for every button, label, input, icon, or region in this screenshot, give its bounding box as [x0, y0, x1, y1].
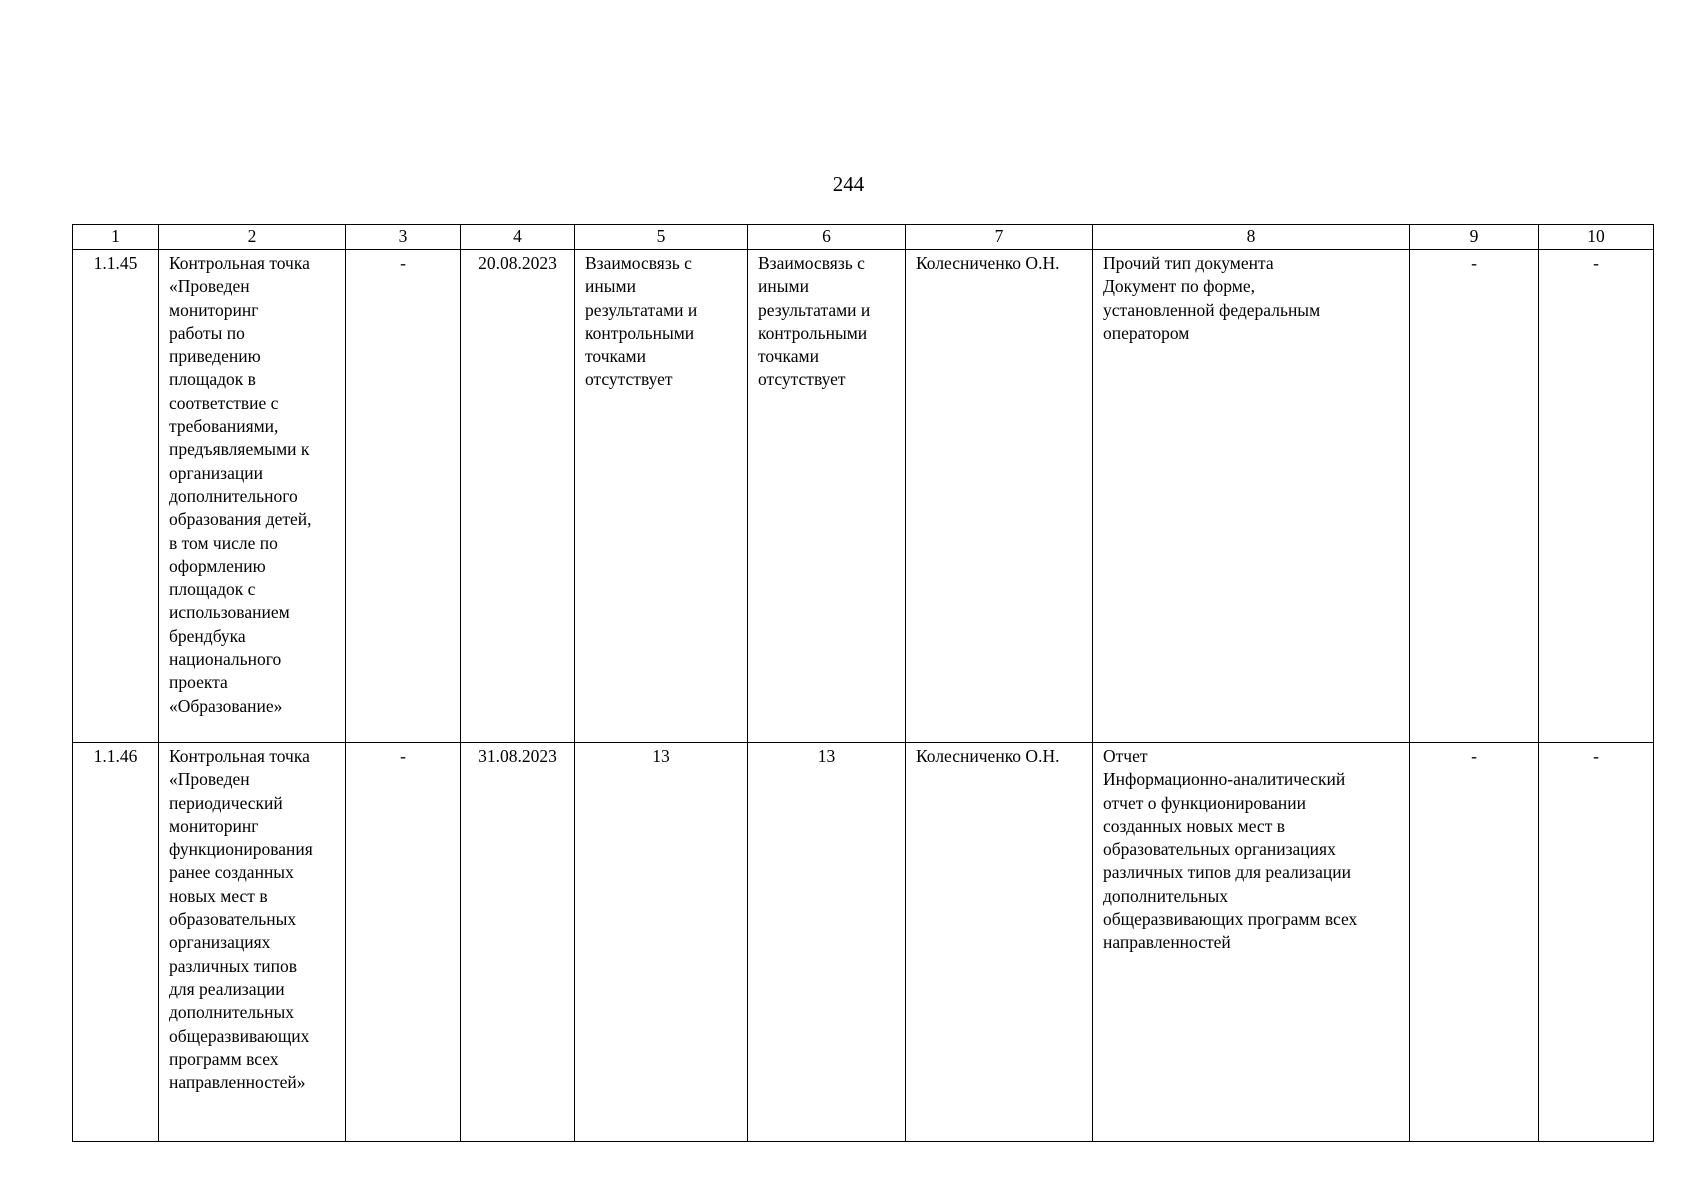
control-point-name: Контрольная точка «Проведен периодический мониторинг функционирования ранее созданных новых мест в образовательных организациях различных типов для реализации дополнительных общеразвивающих программ всех направленностей»	[159, 743, 346, 1142]
cell-col3: -	[346, 250, 461, 743]
responsible-person: Колесниченко О.Н.	[906, 743, 1093, 1142]
control-point-name: Контрольная точка «Проведен мониторинг работы по приведению площадок в соответствие с требованиями, предъявляемыми к организации дополнительного образования детей, в том числе по оформлению площадок с использованием брендбука национального проекта «Образование»	[159, 250, 346, 743]
column-header-4: 4	[461, 225, 575, 250]
responsible-person: Колесниченко О.Н.	[906, 250, 1093, 743]
column-header-9: 9	[1410, 225, 1539, 250]
cell-col9: -	[1410, 743, 1539, 1142]
cell-col5: 13	[575, 743, 748, 1142]
cell-col10: -	[1539, 250, 1654, 743]
table-row	[73, 250, 1654, 743]
column-header-2: 2	[159, 225, 346, 250]
due-date: 20.08.2023	[461, 250, 575, 743]
column-header-5: 5	[575, 225, 748, 250]
document-type: Отчет Информационно-аналитический отчет о функционировании созданных новых мест в образовательных организациях различных типов для реализации дополнительных общеразвивающих программ всех направленностей	[1093, 743, 1410, 1142]
cell-col6: 13	[748, 743, 906, 1142]
cell-col9: -	[1410, 250, 1539, 743]
column-header-1: 1	[73, 225, 159, 250]
cell-col5: Взаимосвязь с иными результатами и контрольными точками отсутствует	[575, 250, 748, 743]
row-id: 1.1.46	[73, 743, 159, 1142]
column-header-7: 7	[906, 225, 1093, 250]
document-type: Прочий тип документа Документ по форме, установленной федеральным оператором	[1093, 250, 1410, 743]
cell-col6: Взаимосвязь с иными результатами и контрольными точками отсутствует	[748, 250, 906, 743]
column-header-8: 8	[1093, 225, 1410, 250]
cell-col3: -	[346, 743, 461, 1142]
column-header-10: 10	[1539, 225, 1654, 250]
control-points-table	[72, 224, 1654, 1142]
header-row	[73, 225, 1654, 250]
row-id: 1.1.45	[73, 250, 159, 743]
page-number: 244	[832, 172, 865, 196]
cell-col10: -	[1539, 743, 1654, 1142]
column-header-6: 6	[748, 225, 906, 250]
table-row	[73, 743, 1654, 1142]
column-header-3: 3	[346, 225, 461, 250]
due-date: 31.08.2023	[461, 743, 575, 1142]
